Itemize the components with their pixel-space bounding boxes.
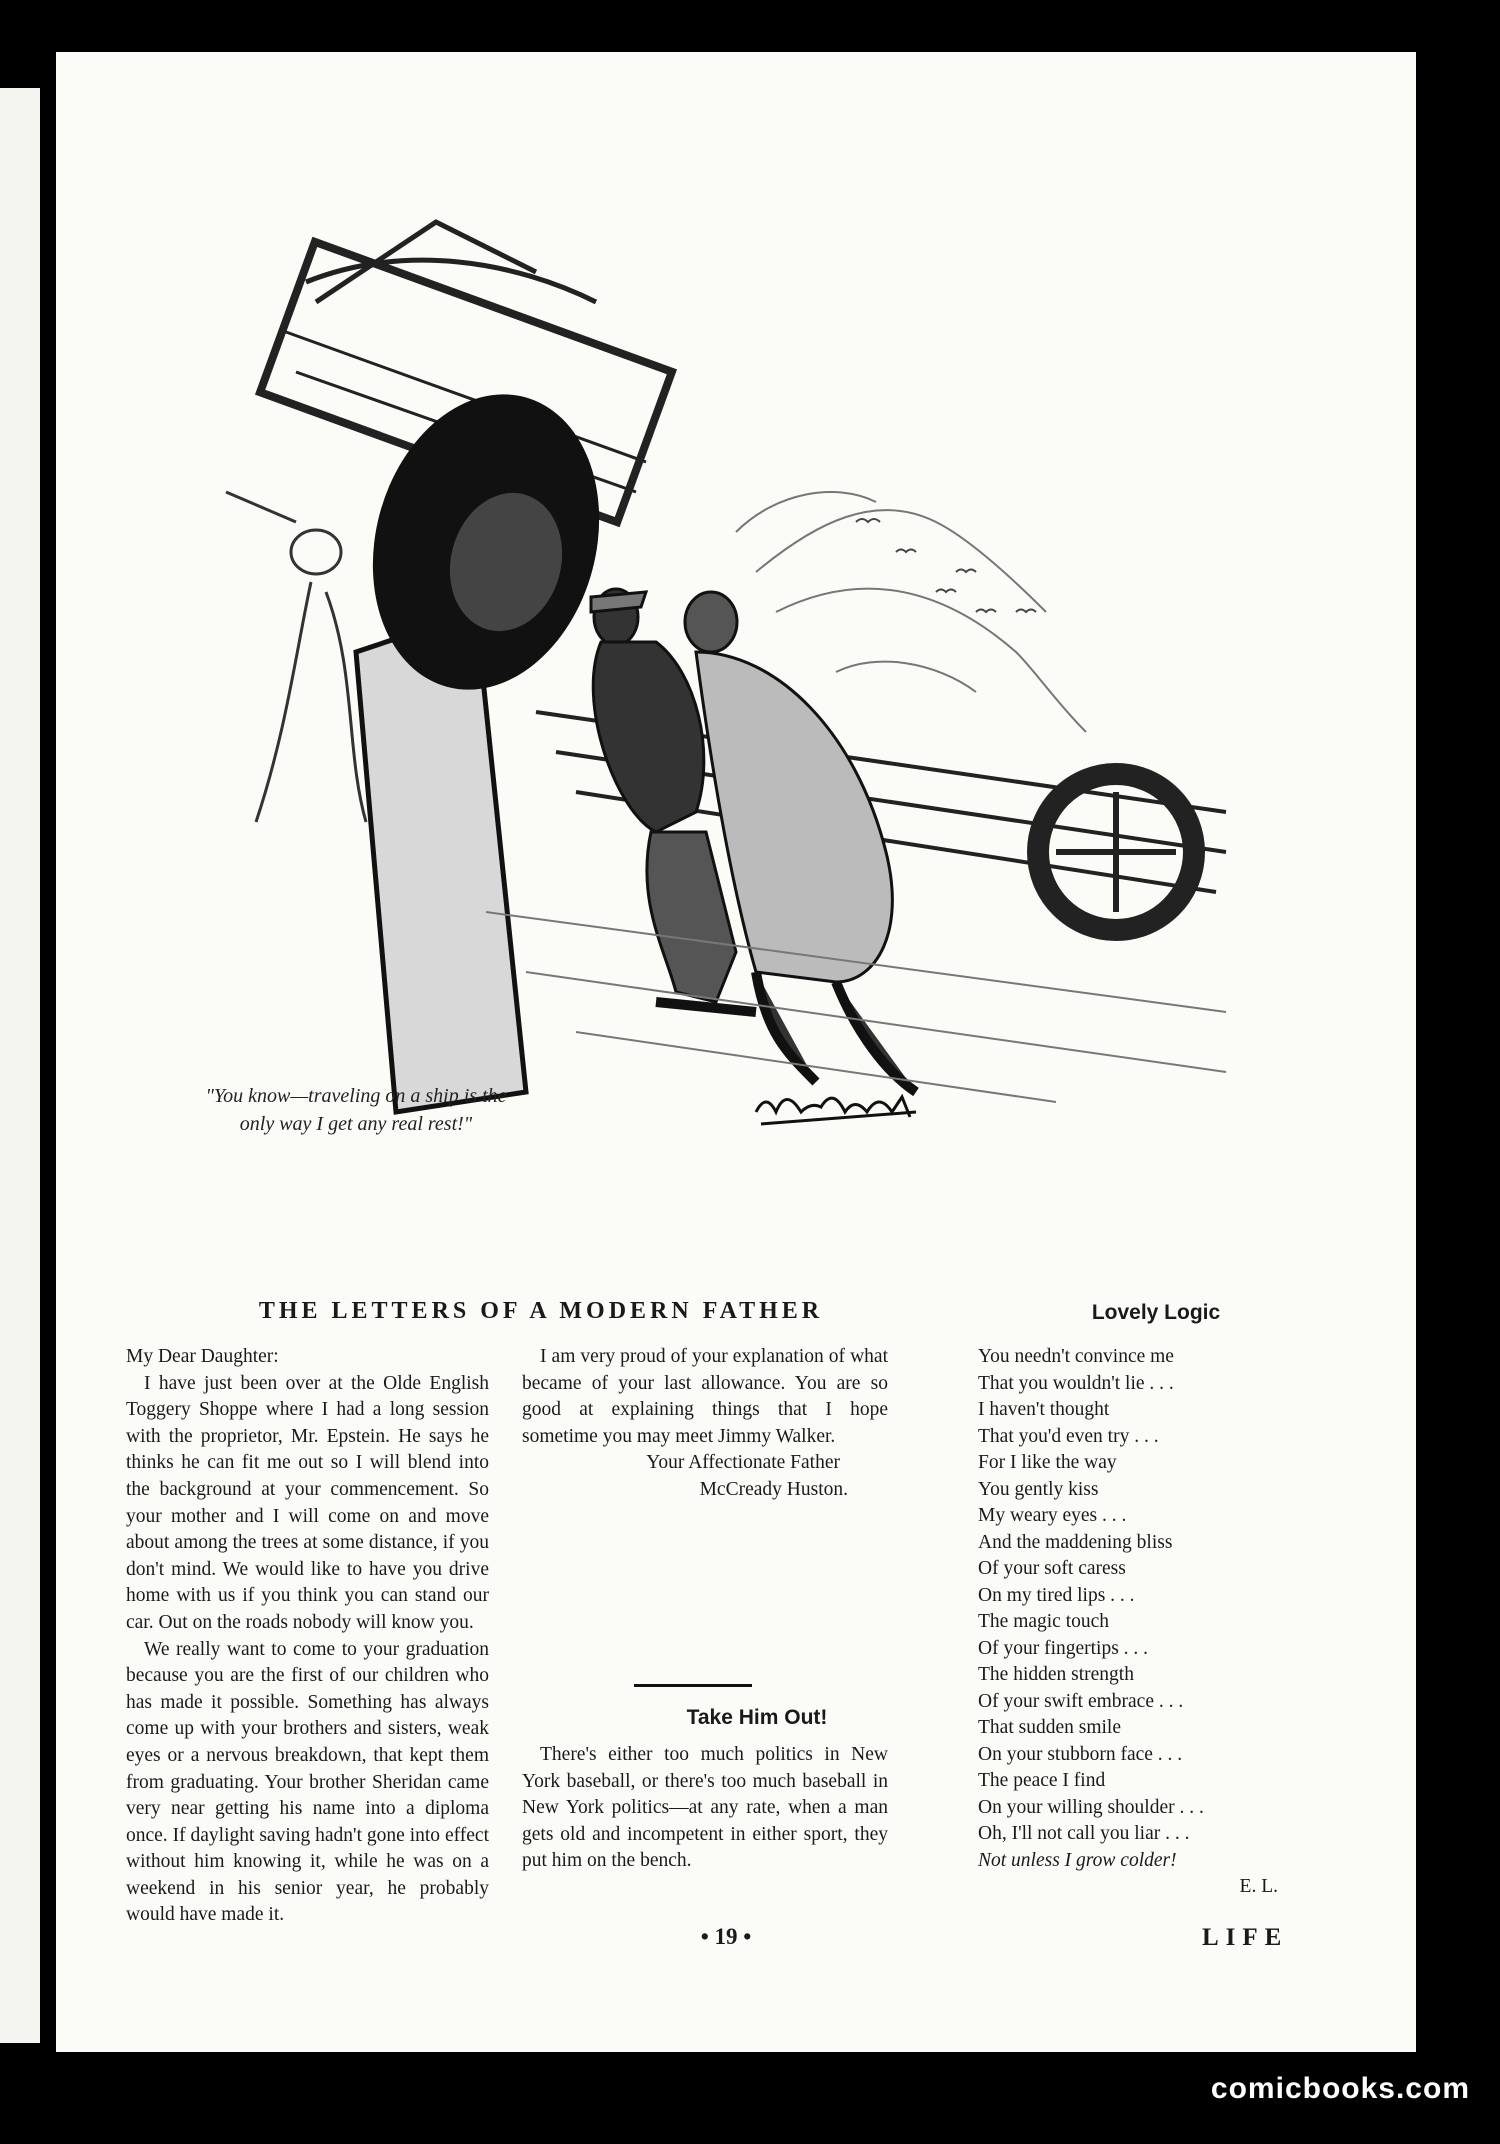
- poem-line: You gently kiss: [978, 1478, 1099, 1500]
- previous-page-edge: [0, 88, 46, 2043]
- poem-line: And the maddening bliss: [978, 1531, 1173, 1553]
- site-watermark: comicbooks.com: [1210, 2072, 1470, 2105]
- caption-line-2: only way I get any real rest!": [239, 1113, 473, 1135]
- article-column-2: [522, 1344, 888, 1504]
- poem-line: Of your fingertips . . .: [978, 1637, 1149, 1659]
- caption-line-1: "You know—traveling on a ship is the: [205, 1085, 507, 1107]
- poem-line: The magic touch: [978, 1611, 1110, 1632]
- poem-line: On your stubborn face . . .: [978, 1743, 1183, 1765]
- poem-line: Of your swift embrace . . .: [978, 1690, 1184, 1712]
- filler-title: Take Him Out!: [686, 1706, 828, 1729]
- article-paragraph-2: We really want to come to your graduation because you are the first of our children who has made it possible. Something has always come up with your brothers and sisters, weak eyes or a nervous breakdown, that kept them from graduating. Your brother Sheridan came very near getting his name into a diploma once. If daylight saving hadn't gone into effect without him knowing it, while he was on a weekend in his senior year, he probably would have made it.: [126, 1638, 489, 1926]
- section-divider: [634, 1684, 752, 1687]
- letter-closing: Your Affectionate Father: [646, 1452, 840, 1474]
- article-column-1: [126, 1344, 489, 1926]
- poem-line: I haven't thought: [978, 1399, 1110, 1420]
- poem-line: That sudden smile: [978, 1717, 1121, 1738]
- poem-line: On my tired lips . . .: [978, 1584, 1135, 1606]
- salutation: My Dear Daughter:: [126, 1346, 279, 1367]
- poem-last-line: Not unless I grow colder!: [978, 1849, 1177, 1871]
- magazine-page: [56, 52, 1416, 2052]
- poem-line: On your willing shoulder . . .: [978, 1796, 1204, 1818]
- magazine-name: LIFE: [1202, 1924, 1289, 1951]
- artist-signature: [756, 1097, 916, 1124]
- poem-line: For I like the way: [978, 1452, 1117, 1473]
- article-title: THE LETTERS OF A MODERN FATHER: [258, 1298, 824, 1324]
- poem-line: Of your soft caress: [978, 1558, 1126, 1579]
- poem-author: E. L.: [1239, 1876, 1278, 1897]
- poem-line: That you'd even try . . .: [978, 1425, 1159, 1447]
- filler-column: [522, 1742, 888, 1875]
- poem-line: My weary eyes . . .: [978, 1505, 1127, 1526]
- letter-signature: McCready Huston.: [699, 1478, 848, 1500]
- poem: [978, 1344, 1298, 1901]
- cartoon-illustration: [56, 52, 1416, 1222]
- poem-line: That you wouldn't lie . . .: [978, 1372, 1174, 1394]
- poem-line: You needn't convince me: [978, 1346, 1174, 1367]
- article-paragraph-3: I am very proud of your explanation of what became of your last allowance. You are so good at explaining things that I hope sometime you may meet Jimmy Walker.: [522, 1346, 888, 1447]
- poem-line: The hidden strength: [978, 1664, 1134, 1685]
- filler-text: There's either too much politics in New York baseball, or there's too much baseball in New York politics—at any rate, when a man gets old and incompetent in either sport, they put him on the bench.: [522, 1744, 888, 1872]
- poem-line: The peace I find: [978, 1770, 1106, 1791]
- poem-title: Lovely Logic: [1091, 1301, 1221, 1324]
- cartoon-caption: [146, 1082, 566, 1138]
- poem-line: Oh, I'll not call you liar . . .: [978, 1823, 1190, 1844]
- page-number: • 19 •: [700, 1924, 752, 1949]
- article-paragraph-1: I have just been over at the Olde English Toggery Shoppe where I had a long session with the proprietor, Mr. Epstein. He says he thinks he can fit me out so I will blend into the background at your commencement. So your mother and I will come on and move about among the trees at some distance, if you don't mind. We would like to have you drive home with us if you think you can stand our car. Out on the roads nobody will know you.: [126, 1372, 489, 1633]
